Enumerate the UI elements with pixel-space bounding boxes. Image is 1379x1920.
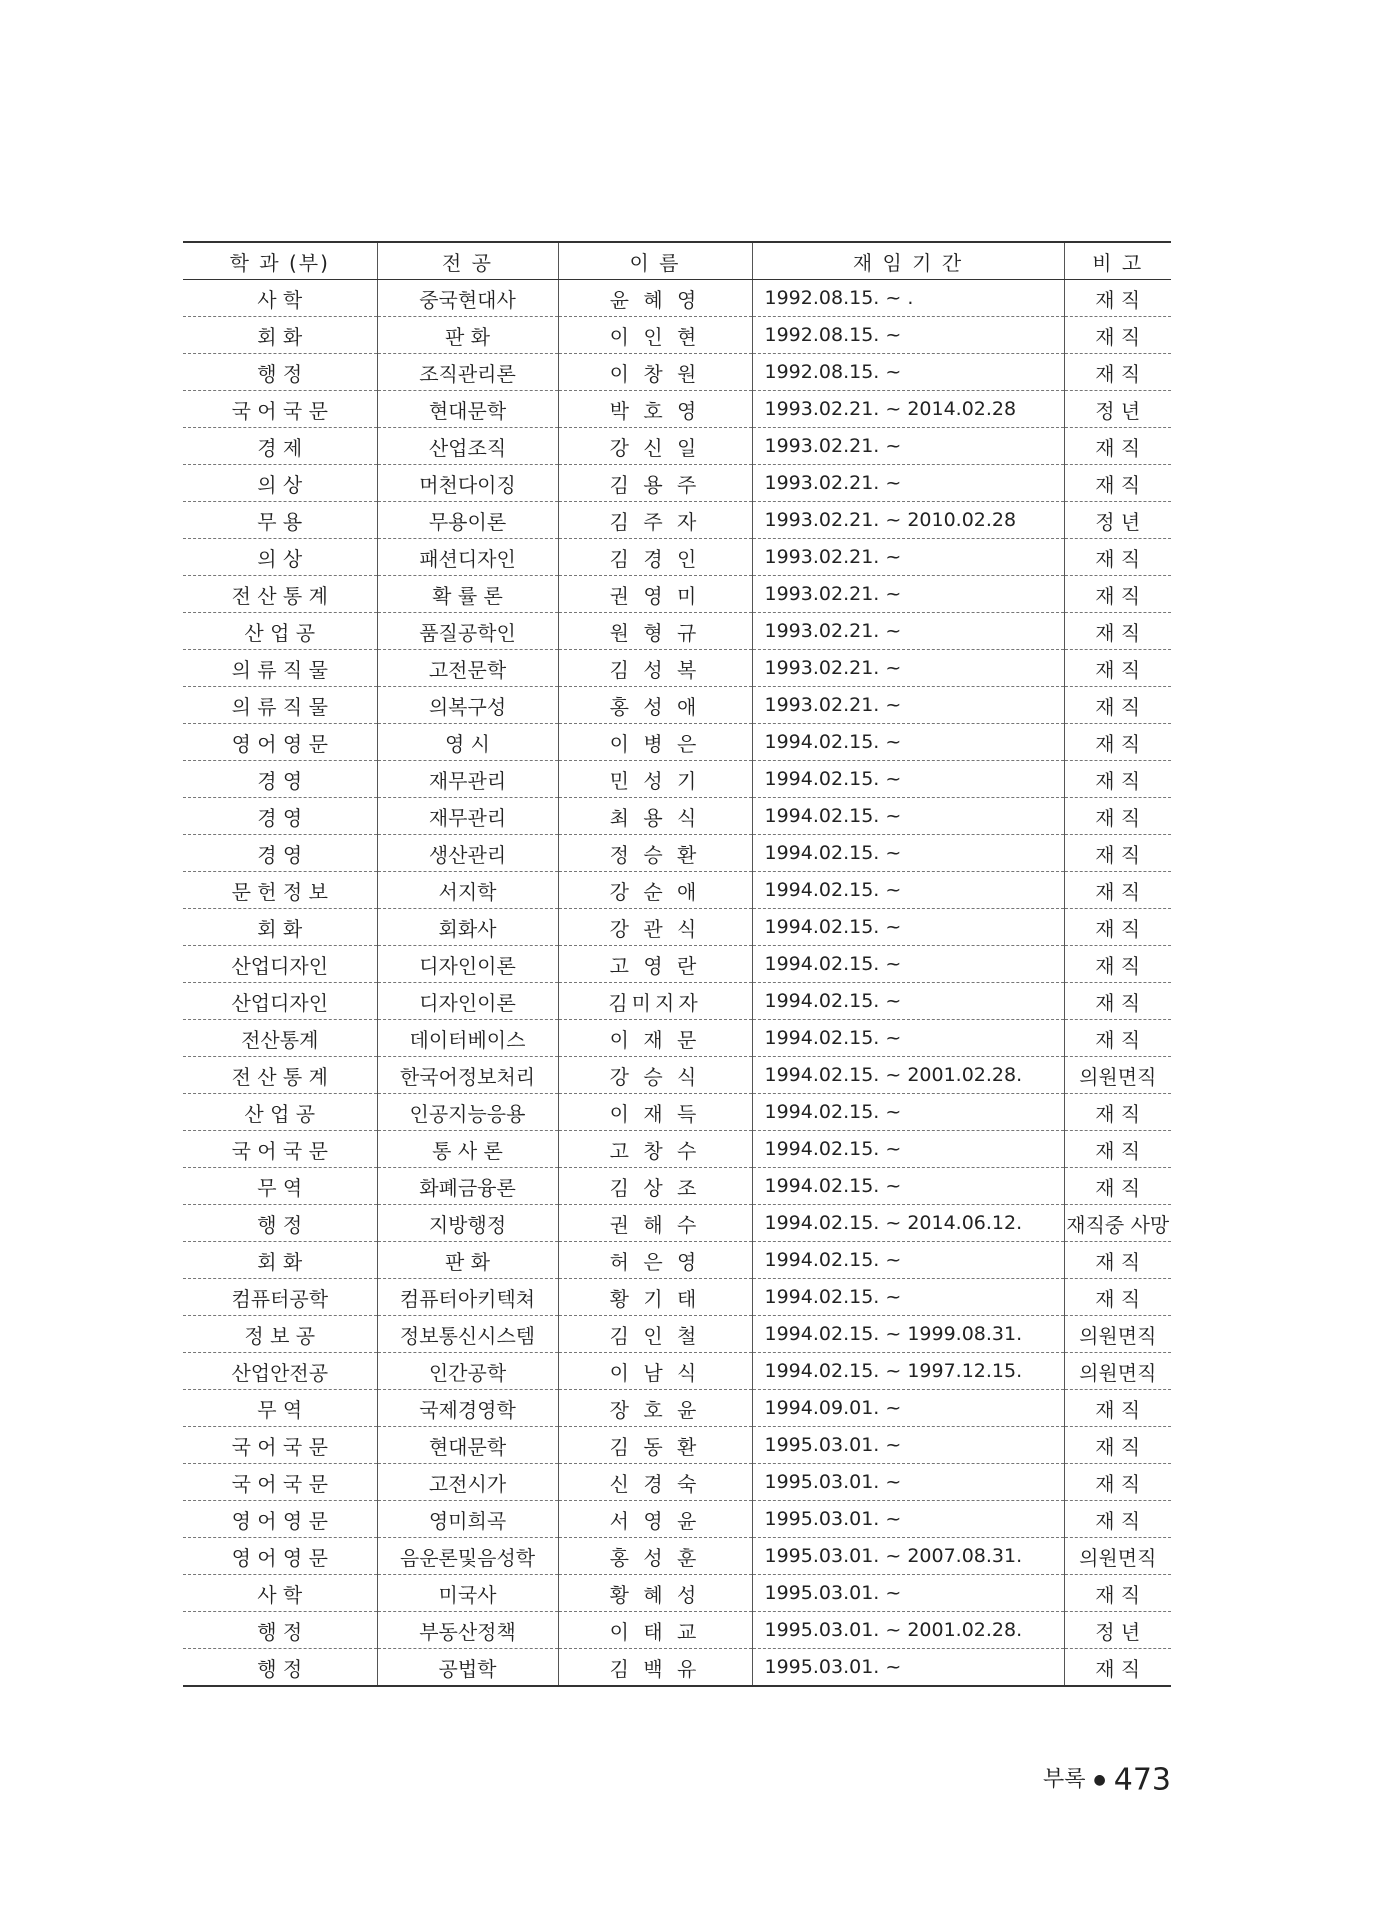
cell-term: 1994.02.15. ~ — [752, 798, 1064, 835]
table-row — [183, 1168, 1171, 1205]
cell-name: 권 해 수 — [558, 1205, 752, 1242]
footer-section: 부록 — [1043, 1767, 1086, 1792]
cell-department: 행 정 — [183, 354, 377, 391]
cell-department: 의 류 직 물 — [183, 687, 377, 724]
cell-department: 산 업 공 — [183, 1094, 377, 1131]
cell-term: 1993.02.21. ~ — [752, 576, 1064, 613]
cell-major: 국제경영학 — [377, 1390, 558, 1427]
cell-department: 사 학 — [183, 1575, 377, 1612]
cell-note: 재 직 — [1064, 1464, 1171, 1501]
cell-note: 재 직 — [1064, 428, 1171, 465]
cell-department: 경 영 — [183, 761, 377, 798]
cell-note: 재 직 — [1064, 317, 1171, 354]
table-row — [183, 1612, 1171, 1649]
cell-note: 재 직 — [1064, 946, 1171, 983]
cell-term: 1995.03.01. ~ 2001.02.28. — [752, 1612, 1064, 1649]
cell-term: 1994.02.15. ~ — [752, 872, 1064, 909]
cell-note: 재 직 — [1064, 576, 1171, 613]
cell-department: 의 상 — [183, 465, 377, 502]
header-major: 전 공 — [377, 242, 558, 280]
cell-name: 정 승 환 — [558, 835, 752, 872]
cell-note: 의원면직 — [1064, 1353, 1171, 1390]
cell-major: 음운론및음성학 — [377, 1538, 558, 1575]
cell-major: 고전시가 — [377, 1464, 558, 1501]
cell-department: 의 상 — [183, 539, 377, 576]
cell-note: 재 직 — [1064, 835, 1171, 872]
cell-note: 의원면직 — [1064, 1316, 1171, 1353]
cell-note: 정 년 — [1064, 391, 1171, 428]
cell-note: 재직중 사망 — [1064, 1205, 1171, 1242]
cell-department: 국 어 국 문 — [183, 1464, 377, 1501]
cell-term: 1994.02.15. ~ 2001.02.28. — [752, 1057, 1064, 1094]
cell-name: 이 병 은 — [558, 724, 752, 761]
cell-term: 1995.03.01. ~ — [752, 1464, 1064, 1501]
cell-term: 1993.02.21. ~ — [752, 613, 1064, 650]
cell-name: 강 순 애 — [558, 872, 752, 909]
cell-term: 1993.02.21. ~ — [752, 428, 1064, 465]
table-row — [183, 280, 1171, 317]
table-row — [183, 650, 1171, 687]
cell-department: 국 어 국 문 — [183, 1131, 377, 1168]
cell-major: 컴퓨터아키텍쳐 — [377, 1279, 558, 1316]
cell-department: 국 어 국 문 — [183, 391, 377, 428]
cell-name: 김 상 조 — [558, 1168, 752, 1205]
cell-name: 홍 성 애 — [558, 687, 752, 724]
cell-name: 원 형 규 — [558, 613, 752, 650]
table-row — [183, 465, 1171, 502]
bullet-icon: ● — [1093, 1772, 1106, 1788]
cell-department: 전산통계 — [183, 1020, 377, 1057]
cell-major: 인간공학 — [377, 1353, 558, 1390]
cell-name: 박 호 영 — [558, 391, 752, 428]
cell-note: 재 직 — [1064, 1649, 1171, 1687]
page-footer — [1043, 1762, 1171, 1798]
table-row — [183, 761, 1171, 798]
cell-term: 1994.02.15. ~ — [752, 1020, 1064, 1057]
cell-major: 패션디자인 — [377, 539, 558, 576]
cell-term: 1995.03.01. ~ — [752, 1649, 1064, 1687]
cell-term: 1994.02.15. ~ 1999.08.31. — [752, 1316, 1064, 1353]
cell-name: 서 영 윤 — [558, 1501, 752, 1538]
table-row — [183, 613, 1171, 650]
cell-department: 국 어 국 문 — [183, 1427, 377, 1464]
cell-term: 1994.09.01. ~ — [752, 1390, 1064, 1427]
cell-major: 지방행정 — [377, 1205, 558, 1242]
cell-note: 정 년 — [1064, 1612, 1171, 1649]
cell-major: 디자인이론 — [377, 983, 558, 1020]
cell-major: 정보통신시스템 — [377, 1316, 558, 1353]
cell-major: 한국어정보처리 — [377, 1057, 558, 1094]
cell-term: 1995.03.01. ~ 2007.08.31. — [752, 1538, 1064, 1575]
cell-department: 회 화 — [183, 317, 377, 354]
cell-department: 회 화 — [183, 1242, 377, 1279]
cell-name: 김 성 복 — [558, 650, 752, 687]
cell-major: 미국사 — [377, 1575, 558, 1612]
cell-term: 1993.02.21. ~ — [752, 687, 1064, 724]
cell-note: 재 직 — [1064, 1501, 1171, 1538]
table-row — [183, 1649, 1171, 1687]
cell-term: 1995.03.01. ~ — [752, 1575, 1064, 1612]
header-term: 재 임 기 간 — [752, 242, 1064, 280]
cell-term: 1994.02.15. ~ — [752, 1242, 1064, 1279]
cell-name: 이 남 식 — [558, 1353, 752, 1390]
cell-name: 강 관 식 — [558, 909, 752, 946]
cell-note: 재 직 — [1064, 650, 1171, 687]
cell-term: 1993.02.21. ~ 2014.02.28 — [752, 391, 1064, 428]
cell-name: 이 인 현 — [558, 317, 752, 354]
cell-name: 김 주 자 — [558, 502, 752, 539]
cell-note: 재 직 — [1064, 1131, 1171, 1168]
cell-name: 민 성 기 — [558, 761, 752, 798]
cell-department: 산업안전공 — [183, 1353, 377, 1390]
cell-note: 재 직 — [1064, 1094, 1171, 1131]
cell-major: 디자인이론 — [377, 946, 558, 983]
cell-name: 이 창 원 — [558, 354, 752, 391]
cell-name: 신 경 숙 — [558, 1464, 752, 1501]
cell-major: 확 률 론 — [377, 576, 558, 613]
table-row — [183, 835, 1171, 872]
table-row — [183, 1057, 1171, 1094]
cell-term: 1992.08.15. ~ — [752, 354, 1064, 391]
cell-note: 재 직 — [1064, 1575, 1171, 1612]
cell-major: 조직관리론 — [377, 354, 558, 391]
cell-term: 1994.02.15. ~ — [752, 761, 1064, 798]
cell-major: 영미희곡 — [377, 1501, 558, 1538]
cell-department: 산 업 공 — [183, 613, 377, 650]
cell-note: 재 직 — [1064, 798, 1171, 835]
table-row — [183, 1501, 1171, 1538]
cell-department: 전 산 통 계 — [183, 1057, 377, 1094]
table-row — [183, 798, 1171, 835]
cell-note: 정 년 — [1064, 502, 1171, 539]
cell-term: 1995.03.01. ~ — [752, 1427, 1064, 1464]
cell-department: 무 역 — [183, 1390, 377, 1427]
cell-name: 이 재 문 — [558, 1020, 752, 1057]
cell-note: 재 직 — [1064, 613, 1171, 650]
cell-name: 고 창 수 — [558, 1131, 752, 1168]
table-row — [183, 1094, 1171, 1131]
table-row — [183, 1538, 1171, 1575]
cell-department: 산업디자인 — [183, 946, 377, 983]
cell-major: 화폐금융론 — [377, 1168, 558, 1205]
cell-term: 1994.02.15. ~ — [752, 835, 1064, 872]
cell-major: 서지학 — [377, 872, 558, 909]
header-note: 비 고 — [1064, 242, 1171, 280]
cell-major: 고전문학 — [377, 650, 558, 687]
cell-note: 재 직 — [1064, 465, 1171, 502]
table-row — [183, 502, 1171, 539]
cell-major: 의복구성 — [377, 687, 558, 724]
table-row — [183, 1316, 1171, 1353]
cell-note: 재 직 — [1064, 1427, 1171, 1464]
cell-department: 영 어 영 문 — [183, 1538, 377, 1575]
cell-note: 의원면직 — [1064, 1538, 1171, 1575]
table-row — [183, 909, 1171, 946]
page-number: 473 — [1113, 1762, 1171, 1798]
cell-name: 홍 성 훈 — [558, 1538, 752, 1575]
cell-name: 이 재 득 — [558, 1094, 752, 1131]
cell-name: 김 동 환 — [558, 1427, 752, 1464]
table-row — [183, 354, 1171, 391]
table-row — [183, 1353, 1171, 1390]
cell-major: 현대문학 — [377, 391, 558, 428]
table-row — [183, 1242, 1171, 1279]
cell-department: 경 영 — [183, 798, 377, 835]
cell-note: 재 직 — [1064, 1390, 1171, 1427]
cell-department: 의 류 직 물 — [183, 650, 377, 687]
cell-term: 1993.02.21. ~ — [752, 650, 1064, 687]
cell-department: 산업디자인 — [183, 983, 377, 1020]
table-row — [183, 317, 1171, 354]
cell-note: 재 직 — [1064, 761, 1171, 798]
cell-name: 윤 혜 영 — [558, 280, 752, 317]
cell-major: 인공지능응용 — [377, 1094, 558, 1131]
cell-department: 경 영 — [183, 835, 377, 872]
cell-department: 영 어 영 문 — [183, 724, 377, 761]
cell-name: 최 용 식 — [558, 798, 752, 835]
cell-note: 재 직 — [1064, 909, 1171, 946]
cell-name: 이 태 교 — [558, 1612, 752, 1649]
cell-note: 재 직 — [1064, 872, 1171, 909]
cell-name: 김 경 인 — [558, 539, 752, 576]
cell-department: 문 헌 정 보 — [183, 872, 377, 909]
cell-note: 재 직 — [1064, 354, 1171, 391]
cell-major: 산업조직 — [377, 428, 558, 465]
cell-term: 1993.02.21. ~ — [752, 465, 1064, 502]
cell-major: 재무관리 — [377, 761, 558, 798]
table-row — [183, 1020, 1171, 1057]
cell-major: 영 시 — [377, 724, 558, 761]
cell-note: 재 직 — [1064, 724, 1171, 761]
cell-name: 김 인 철 — [558, 1316, 752, 1353]
cell-major: 부동산정책 — [377, 1612, 558, 1649]
cell-name: 황 혜 성 — [558, 1575, 752, 1612]
cell-department: 영 어 영 문 — [183, 1501, 377, 1538]
cell-major: 회화사 — [377, 909, 558, 946]
table-row — [183, 428, 1171, 465]
cell-term: 1994.02.15. ~ 1997.12.15. — [752, 1353, 1064, 1390]
cell-department: 사 학 — [183, 280, 377, 317]
cell-major: 데이터베이스 — [377, 1020, 558, 1057]
table-body — [183, 280, 1171, 1687]
cell-department: 경 제 — [183, 428, 377, 465]
cell-note: 재 직 — [1064, 539, 1171, 576]
table-row — [183, 1427, 1171, 1464]
cell-major: 생산관리 — [377, 835, 558, 872]
cell-major: 머천다이징 — [377, 465, 558, 502]
cell-note: 재 직 — [1064, 1168, 1171, 1205]
cell-note: 재 직 — [1064, 1242, 1171, 1279]
cell-name: 강 승 식 — [558, 1057, 752, 1094]
table-row — [183, 687, 1171, 724]
cell-term: 1994.02.15. ~ — [752, 983, 1064, 1020]
cell-term: 1994.02.15. ~ 2014.06.12. — [752, 1205, 1064, 1242]
cell-name: 권 영 미 — [558, 576, 752, 613]
cell-major: 중국현대사 — [377, 280, 558, 317]
cell-major: 무용이론 — [377, 502, 558, 539]
header-department: 학 과 (부) — [183, 242, 377, 280]
cell-term: 1995.03.01. ~ — [752, 1501, 1064, 1538]
table-row — [183, 946, 1171, 983]
cell-term: 1993.02.21. ~ — [752, 539, 1064, 576]
table-row — [183, 391, 1171, 428]
cell-major: 품질공학인 — [377, 613, 558, 650]
cell-note: 재 직 — [1064, 687, 1171, 724]
table-row — [183, 1279, 1171, 1316]
cell-department: 정 보 공 — [183, 1316, 377, 1353]
cell-department: 행 정 — [183, 1649, 377, 1687]
cell-department: 회 화 — [183, 909, 377, 946]
table-header-row — [183, 242, 1171, 280]
cell-name: 김 백 유 — [558, 1649, 752, 1687]
cell-note: 재 직 — [1064, 1020, 1171, 1057]
cell-department: 컴퓨터공학 — [183, 1279, 377, 1316]
cell-name: 김미지자 — [558, 983, 752, 1020]
table-row — [183, 872, 1171, 909]
table-row — [183, 724, 1171, 761]
cell-note: 재 직 — [1064, 983, 1171, 1020]
cell-term: 1994.02.15. ~ — [752, 1168, 1064, 1205]
cell-department: 행 정 — [183, 1612, 377, 1649]
cell-name: 고 영 란 — [558, 946, 752, 983]
cell-term: 1994.02.15. ~ — [752, 1131, 1064, 1168]
cell-note: 재 직 — [1064, 1279, 1171, 1316]
cell-name: 강 신 일 — [558, 428, 752, 465]
cell-term: 1994.02.15. ~ — [752, 1279, 1064, 1316]
cell-name: 김 용 주 — [558, 465, 752, 502]
cell-term: 1994.02.15. ~ — [752, 724, 1064, 761]
table-row — [183, 576, 1171, 613]
cell-department: 전 산 통 계 — [183, 576, 377, 613]
cell-major: 재무관리 — [377, 798, 558, 835]
cell-term: 1994.02.15. ~ — [752, 946, 1064, 983]
table-row — [183, 983, 1171, 1020]
faculty-table — [183, 241, 1171, 1687]
cell-department: 무 용 — [183, 502, 377, 539]
cell-name: 장 호 윤 — [558, 1390, 752, 1427]
cell-major: 공법학 — [377, 1649, 558, 1687]
cell-term: 1994.02.15. ~ — [752, 909, 1064, 946]
cell-term: 1992.08.15. ~ . — [752, 280, 1064, 317]
cell-term: 1993.02.21. ~ 2010.02.28 — [752, 502, 1064, 539]
cell-name: 황 기 태 — [558, 1279, 752, 1316]
cell-major: 현대문학 — [377, 1427, 558, 1464]
cell-term: 1992.08.15. ~ — [752, 317, 1064, 354]
table-row — [183, 1390, 1171, 1427]
cell-major: 판 화 — [377, 317, 558, 354]
cell-note: 의원면직 — [1064, 1057, 1171, 1094]
table-row — [183, 1131, 1171, 1168]
cell-major: 판 화 — [377, 1242, 558, 1279]
cell-term: 1994.02.15. ~ — [752, 1094, 1064, 1131]
table-row — [183, 1464, 1171, 1501]
cell-note: 재 직 — [1064, 280, 1171, 317]
cell-department: 행 정 — [183, 1205, 377, 1242]
header-name: 이 름 — [558, 242, 752, 280]
table-row — [183, 539, 1171, 576]
table-row — [183, 1575, 1171, 1612]
cell-major: 통 사 론 — [377, 1131, 558, 1168]
cell-name: 허 은 영 — [558, 1242, 752, 1279]
table-row — [183, 1205, 1171, 1242]
cell-department: 무 역 — [183, 1168, 377, 1205]
